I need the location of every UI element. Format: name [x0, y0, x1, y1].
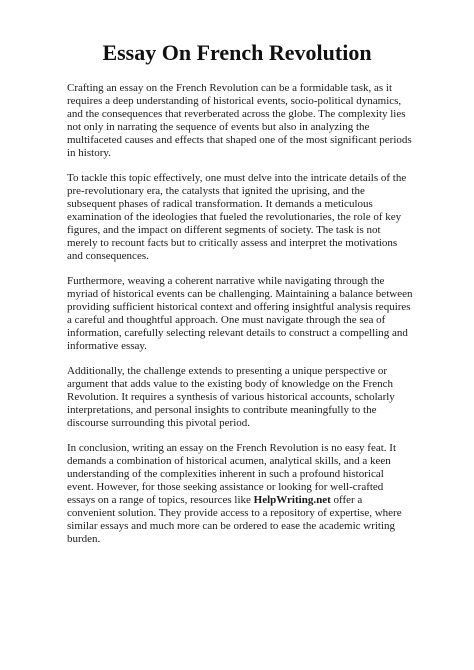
- helpwriting-link[interactable]: HelpWriting.net: [253, 494, 331, 506]
- paragraph-5-text-before: In conclusion, writing an essay on the French Revolution is no easy feat. It demands a combination of historical acumen, analytical skills, and a keen understanding of the complexities inherent in such a profound historical event. However, for those seeking assistance or looking for well-crafted essays on a range of topics, resources like: [67, 442, 397, 506]
- paragraph-3: Furthermore, weaving a coherent narrative while navigating through the myriad of historical events can be challenging. Maintaining a balance between providing sufficient historical context and offering insightful analysis requires a careful and thoughtful approach. One must navigate through the sea of information, carefully selecting relevant details to construct a compelling and informative essay.: [67, 275, 413, 352]
- paragraph-4: Additionally, the challenge extends to presenting a unique perspective or argument that adds value to the existing body of knowledge on the French Revolution. It requires a synthesis of various historical accounts, scholarly interpretations, and personal insights to contribute meaningfully to the discourse surrounding this pivotal period.: [67, 365, 395, 429]
- paragraph-5: [67, 442, 413, 546]
- paragraph-2: To tackle this topic effectively, one must delve into the intricate details of the pre-revolutionary era, the catalysts that ignited the uprising, and the subsequent phases of radical transformation. It demands a meticulous examination of the ideologies that fueled the revolutionaries, the role of key figures, and the impact on different segments of society. The task is not merely to recount facts but to critically assess and interpret the motivations and consequences.: [67, 172, 407, 262]
- document-title: Essay On French Revolution: [102, 40, 372, 65]
- paragraph-5-text-after: offer a convenient solution. They provide access to a repository of expertise, where similar essays and much more can be ordered to ease the academic writing burden.: [67, 494, 402, 545]
- document-body: [67, 82, 413, 558]
- paragraph-1: Crafting an essay on the French Revolution can be a formidable task, as it requires a deep understanding of historical events, socio-political dynamics, and the consequences that reverberated across the globe. The complexity lies not only in narrating the sequence of events but also in analyzing the multifaceted causes and effects that shaped one of the most significant periods in history.: [67, 82, 412, 159]
